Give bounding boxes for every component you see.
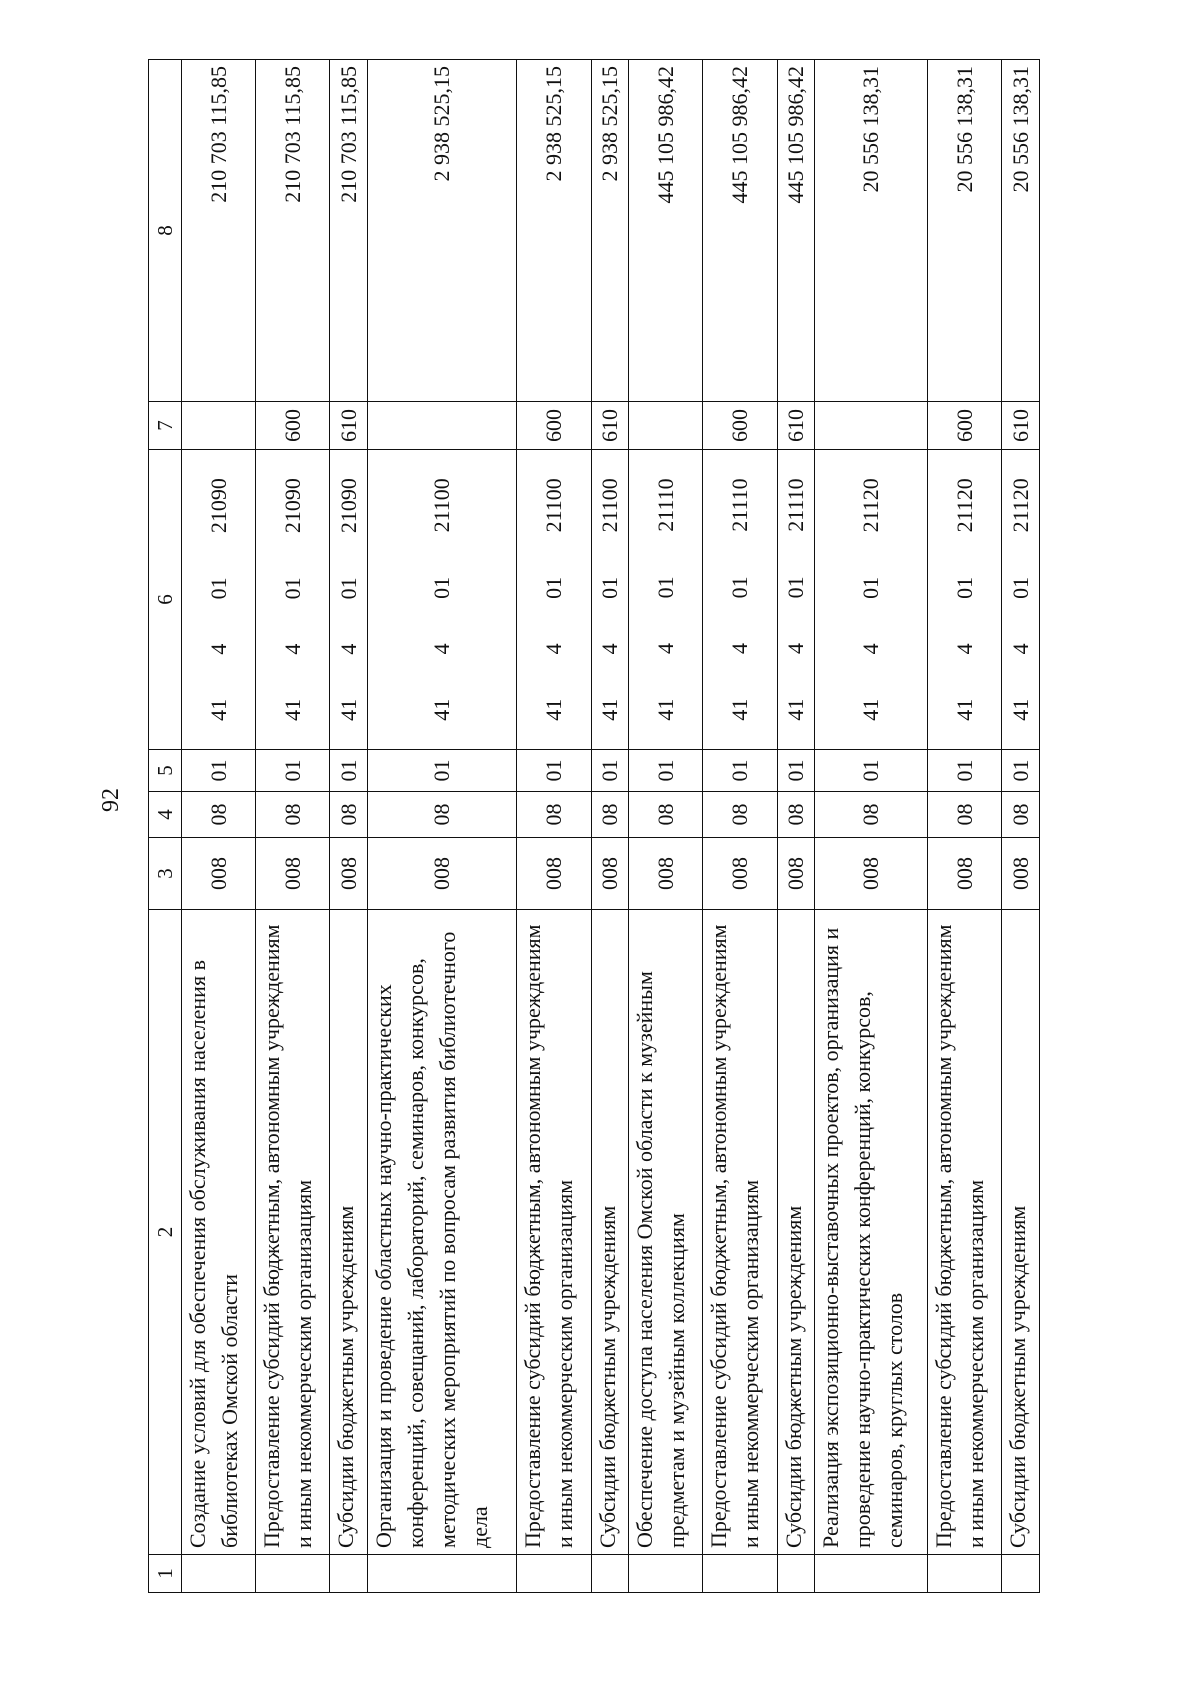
- header-row: [149, 60, 182, 1593]
- target-article-parts: [650, 450, 682, 749]
- row-description: Субсидии бюджетным учреждениям: [330, 910, 368, 1555]
- row-amount: 2 938 525,15: [367, 60, 516, 402]
- row-amount: 2 938 525,15: [591, 60, 629, 402]
- row-description: Субсидии бюджетным учреждениям: [777, 910, 815, 1555]
- row-admin-code: 008: [517, 838, 591, 910]
- row-amount: 445 105 986,42: [629, 60, 703, 402]
- row-expense-type: [629, 402, 703, 450]
- table-row: [517, 60, 591, 1593]
- table-body: [182, 60, 1040, 1593]
- row-amount: 445 105 986,42: [703, 60, 777, 402]
- target-article-part: 41: [858, 698, 884, 721]
- target-article-parts: [724, 450, 756, 749]
- row-subsection-code: 01: [1002, 750, 1040, 792]
- row-target-article: [330, 450, 368, 750]
- row-admin-code: 008: [367, 838, 516, 910]
- row-admin-code: 008: [928, 838, 1002, 910]
- target-article-parts: [780, 450, 812, 749]
- row-description: Предоставление субсидий бюджетным, автономным учреждениям и иным некоммерческим организациям: [928, 910, 1002, 1555]
- rotated-table-container: [148, 60, 1040, 1593]
- row-number-cell: [629, 1555, 703, 1593]
- target-article-part: 01: [782, 576, 808, 599]
- target-article-parts: [594, 450, 626, 749]
- row-amount: 210 703 115,85: [330, 60, 368, 402]
- target-article-part: 21110: [726, 478, 752, 532]
- row-description: Субсидии бюджетным учреждениям: [591, 910, 629, 1555]
- target-article-part: 41: [335, 698, 361, 721]
- row-section-code: 08: [591, 792, 629, 838]
- target-article-parts: [333, 450, 365, 749]
- row-target-article: [777, 450, 815, 750]
- table-row: [1002, 60, 1040, 1593]
- target-article-part: 01: [951, 576, 977, 599]
- row-target-article: [928, 450, 1002, 750]
- target-article-part: 41: [726, 698, 752, 721]
- row-description: Обеспечение доступа населения Омской области к музейным предметам и музейным коллекциям: [629, 910, 703, 1555]
- target-article-part: 21120: [951, 478, 977, 533]
- row-section-code: 08: [777, 792, 815, 838]
- target-article-parts: [203, 450, 235, 749]
- row-amount: 20 556 138,31: [928, 60, 1002, 402]
- row-section-code: 08: [330, 792, 368, 838]
- row-subsection-code: 01: [703, 750, 777, 792]
- row-subsection-code: 01: [777, 750, 815, 792]
- target-article-parts: [949, 450, 981, 749]
- row-number-cell: [330, 1555, 368, 1593]
- row-description: Предоставление субсидий бюджетным, автономным учреждениям и иным некоммерческим организациям: [517, 910, 591, 1555]
- row-admin-code: 008: [182, 838, 256, 910]
- table-row: [330, 60, 368, 1593]
- target-article-part: 21100: [596, 478, 622, 533]
- target-article-part: 21120: [1007, 478, 1033, 533]
- target-article-part: 4: [279, 643, 305, 655]
- target-article-part: 41: [782, 698, 808, 721]
- col-header-8: 8: [149, 60, 182, 402]
- target-article-part: 41: [652, 698, 678, 721]
- col-header-6: 6: [149, 450, 182, 750]
- row-section-code: 08: [367, 792, 516, 838]
- table-row: [815, 60, 928, 1593]
- row-subsection-code: 01: [330, 750, 368, 792]
- row-amount: 210 703 115,85: [182, 60, 256, 402]
- row-section-code: 08: [815, 792, 928, 838]
- row-subsection-code: 01: [367, 750, 516, 792]
- target-article-part: 21090: [335, 478, 361, 534]
- target-article-part: 01: [279, 577, 305, 600]
- target-article-part: 4: [596, 643, 622, 655]
- row-description: Предоставление субсидий бюджетным, автономным учреждениям и иным некоммерческим организациям: [703, 910, 777, 1555]
- row-description: Предоставление субсидий бюджетным, автономным учреждениям и иным некоммерческим организациям: [256, 910, 330, 1555]
- row-number-cell: [703, 1555, 777, 1593]
- row-number-cell: [1002, 1555, 1040, 1593]
- row-expense-type: [815, 402, 928, 450]
- col-header-2: 2: [149, 910, 182, 1555]
- table-row: [928, 60, 1002, 1593]
- target-article-part: 41: [429, 698, 455, 721]
- row-section-code: 08: [517, 792, 591, 838]
- table-row: [367, 60, 516, 1593]
- row-section-code: 08: [928, 792, 1002, 838]
- target-article-part: 21120: [858, 478, 884, 533]
- col-header-1: 1: [149, 1555, 182, 1593]
- table-row: [256, 60, 330, 1593]
- target-article-part: 4: [205, 643, 231, 655]
- row-section-code: 08: [256, 792, 330, 838]
- target-article-part: 01: [858, 576, 884, 599]
- row-expense-type: 610: [330, 402, 368, 450]
- row-admin-code: 008: [591, 838, 629, 910]
- target-article-part: 01: [596, 576, 622, 599]
- row-target-article: [1002, 450, 1040, 750]
- row-description: Организация и проведение областных научно-практических конференций, совещаний, лабораторий, семинаров, конкурсов, методических мероприятий по вопросам развития библиотечного дела: [367, 910, 516, 1555]
- row-admin-code: 008: [777, 838, 815, 910]
- row-number-cell: [591, 1555, 629, 1593]
- target-article-parts: [855, 450, 887, 749]
- target-article-part: 41: [1007, 698, 1033, 721]
- table-row: [703, 60, 777, 1593]
- row-expense-type: 600: [256, 402, 330, 450]
- row-number-cell: [367, 1555, 516, 1593]
- target-article-part: 4: [782, 643, 808, 655]
- target-article-part: 01: [1007, 576, 1033, 599]
- target-article-part: 21110: [782, 478, 808, 532]
- row-amount: 20 556 138,31: [1002, 60, 1040, 402]
- target-article-part: 4: [726, 643, 752, 655]
- row-amount: 20 556 138,31: [815, 60, 928, 402]
- row-section-code: 08: [1002, 792, 1040, 838]
- target-article-part: 01: [205, 577, 231, 600]
- row-target-article: [815, 450, 928, 750]
- target-article-part: 01: [541, 576, 567, 599]
- row-subsection-code: 01: [256, 750, 330, 792]
- row-expense-type: 600: [703, 402, 777, 450]
- row-amount: 2 938 525,15: [517, 60, 591, 402]
- row-target-article: [367, 450, 516, 750]
- row-number-cell: [815, 1555, 928, 1593]
- row-subsection-code: 01: [928, 750, 1002, 792]
- row-expense-type: 600: [928, 402, 1002, 450]
- row-section-code: 08: [182, 792, 256, 838]
- target-article-parts: [538, 450, 570, 749]
- target-article-parts: [426, 450, 458, 749]
- row-description: Субсидии бюджетным учреждениям: [1002, 910, 1040, 1555]
- target-article-part: 21100: [429, 478, 455, 533]
- row-target-article: [703, 450, 777, 750]
- row-section-code: 08: [629, 792, 703, 838]
- target-article-part: 4: [858, 643, 884, 655]
- row-expense-type: 610: [591, 402, 629, 450]
- row-description: Реализация экспозиционно-выставочных проектов, организация и проведение научно-практических конференций, конкурсов, семинаров, круглых столов: [815, 910, 928, 1555]
- col-header-4: 4: [149, 792, 182, 838]
- target-article-part: 4: [951, 643, 977, 655]
- target-article-part: 41: [205, 698, 231, 721]
- target-article-parts: [1005, 450, 1037, 749]
- col-header-5: 5: [149, 750, 182, 792]
- row-admin-code: 008: [629, 838, 703, 910]
- table-row: [777, 60, 815, 1593]
- row-expense-type: [182, 402, 256, 450]
- row-subsection-code: 01: [591, 750, 629, 792]
- target-article-part: 41: [279, 698, 305, 721]
- row-number-cell: [777, 1555, 815, 1593]
- row-number-cell: [182, 1555, 256, 1593]
- row-number-cell: [928, 1555, 1002, 1593]
- row-subsection-code: 01: [815, 750, 928, 792]
- page-number: 92: [98, 788, 124, 812]
- row-admin-code: 008: [256, 838, 330, 910]
- row-target-article: [517, 450, 591, 750]
- row-subsection-code: 01: [182, 750, 256, 792]
- row-amount: 210 703 115,85: [256, 60, 330, 402]
- row-target-article: [182, 450, 256, 750]
- target-article-part: 4: [335, 643, 361, 655]
- target-article-part: 4: [541, 643, 567, 655]
- target-article-part: 01: [429, 576, 455, 599]
- row-description: Создание условий для обеспечения обслуживания населения в библиотеках Омской области: [182, 910, 256, 1555]
- target-article-part: 41: [951, 698, 977, 721]
- row-subsection-code: 01: [629, 750, 703, 792]
- row-target-article: [256, 450, 330, 750]
- target-article-part: 21090: [205, 478, 231, 534]
- row-expense-type: [367, 402, 516, 450]
- row-subsection-code: 01: [517, 750, 591, 792]
- target-article-part: 21110: [652, 478, 678, 532]
- budget-table: [148, 59, 1040, 1593]
- row-expense-type: 610: [777, 402, 815, 450]
- row-expense-type: 600: [517, 402, 591, 450]
- table-row: [591, 60, 629, 1593]
- table-row: [182, 60, 256, 1593]
- row-expense-type: 610: [1002, 402, 1040, 450]
- row-admin-code: 008: [1002, 838, 1040, 910]
- target-article-part: 01: [335, 577, 361, 600]
- target-article-part: 4: [429, 643, 455, 655]
- row-target-article: [629, 450, 703, 750]
- target-article-parts: [277, 450, 309, 749]
- row-amount: 445 105 986,42: [777, 60, 815, 402]
- row-admin-code: 008: [330, 838, 368, 910]
- target-article-part: 21100: [541, 478, 567, 533]
- col-header-7: 7: [149, 402, 182, 450]
- row-admin-code: 008: [815, 838, 928, 910]
- target-article-part: 41: [596, 698, 622, 721]
- target-article-part: 41: [541, 698, 567, 721]
- target-article-part: 01: [726, 576, 752, 599]
- col-header-3: 3: [149, 838, 182, 910]
- target-article-part: 4: [1007, 643, 1033, 655]
- row-number-cell: [256, 1555, 330, 1593]
- row-target-article: [591, 450, 629, 750]
- row-section-code: 08: [703, 792, 777, 838]
- table-row: [629, 60, 703, 1593]
- row-admin-code: 008: [703, 838, 777, 910]
- row-number-cell: [517, 1555, 591, 1593]
- target-article-part: 4: [652, 643, 678, 655]
- target-article-part: 01: [652, 576, 678, 599]
- target-article-part: 21090: [279, 478, 305, 534]
